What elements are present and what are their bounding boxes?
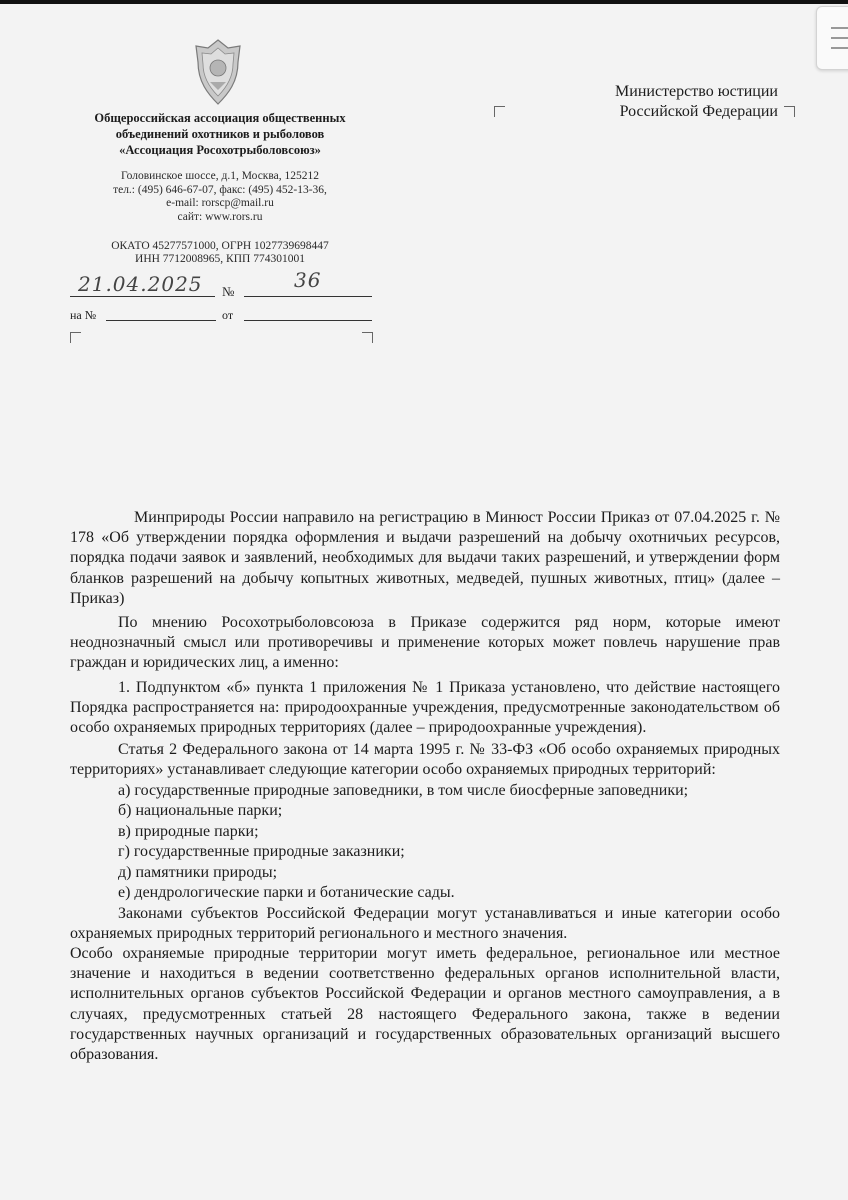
corner-mark-right	[362, 332, 373, 343]
recipient-corner-right	[784, 106, 795, 117]
number-handwritten: 36	[294, 268, 322, 292]
date-handwritten: 21.04.2025	[78, 272, 203, 296]
date-underline	[70, 296, 215, 297]
from-underline	[244, 320, 372, 321]
paragraph-3: 1. Подпунктом «б» пункта 1 приложения № 1 Приказа установлено, что действие настоящего Порядка распространяется на: природоохранные учреждения, предусмотренные законодательством об особо охраняемых природных территориях (далее – природоохранные учреждения).	[70, 678, 780, 737]
recipient-corner-left	[494, 106, 505, 117]
number-label: №	[222, 284, 235, 299]
paragraph-2: По мнению Росохотрыболовсоюза в Приказе содержится ряд норм, которые имеют неоднозначный смысл или противоречивы и применение которых может повлечь нарушение прав граждан и юридических лиц, а именно:	[70, 614, 780, 672]
category-list	[70, 781, 780, 904]
paragraph-5: Законами субъектов Российской Федерации могут устанавливаться и иные категории особо охраняемых природных территорий регионального и местного значения.	[70, 904, 780, 942]
organization-codes: ОКАТО 45277571000, ОГРН 1027739698447 ИНН 7712008965, КПП 774301001	[111, 240, 329, 265]
ref-label: на №	[70, 308, 97, 322]
ref-underline	[106, 320, 216, 321]
list-item: б) национальные парки;	[118, 802, 283, 820]
from-label: от	[222, 308, 234, 322]
paragraph-4: Статья 2 Федерального закона от 14 марта 1995 г. № 33-ФЗ «Об особо охраняемых природных территориях» устанавливает следующие категории особо охраняемых природных территорий:	[70, 741, 780, 779]
letter-body	[70, 508, 780, 1065]
organization-name: Общероссийская ассоциация общественных объединений охотников и рыболовов «Ассоциация Росохотрыболовсоюз»	[94, 111, 346, 157]
list-item: е) дендрологические парки и ботанические сады.	[118, 884, 455, 902]
list-item: а) государственные природные заповедники, в том числе биосферные заповедники;	[118, 781, 689, 799]
organization-address: Головинское шоссе, д.1, Москва, 125212 тел.: (495) 646-67-07, факс: (495) 452-13-36, e-mail: rorscp@mail.ru сайт: www.rors.ru	[113, 170, 327, 223]
shield-emblem-icon	[188, 38, 248, 106]
recipient-block: Министерство юстиции Российской Федерации	[615, 83, 778, 120]
list-item: д) памятники природы;	[118, 863, 278, 881]
organization-block	[60, 110, 380, 266]
list-item: г) государственные природные заказники;	[118, 843, 405, 861]
paragraph-1: Минприроды России направило на регистрацию в Минюст России Приказ от 07.04.2025 г. № 178 «Об утверждении порядка оформления и выдачи разрешений на добычу охотничьих ресурсов, порядка подачи заявок и заявлений, необходимых для выдачи таких разрешений, и утверждении форм бланков разрешений на добычу копытных животных, медведей, пушных животных, птиц» (далее – Приказ)	[70, 509, 780, 607]
corner-mark-left	[70, 332, 81, 343]
menu-icon[interactable]	[816, 6, 848, 70]
number-underline	[244, 296, 372, 297]
top-edge-bar	[0, 0, 848, 4]
paragraph-6: Особо охраняемые природные территории могут иметь федеральное, региональное или местное значение и находиться в ведении соответственно федеральных органов исполнительной власти, исполнительных органов субъектов Российской Федерации и органов местного самоуправления, а в случаях, предусмотренных статьей 28 настоящего Федерального закона, также в ведении государственных научных организаций и государственных образовательных организаций высшего образования.	[70, 945, 780, 1064]
list-item: в) природные парки;	[118, 822, 259, 840]
